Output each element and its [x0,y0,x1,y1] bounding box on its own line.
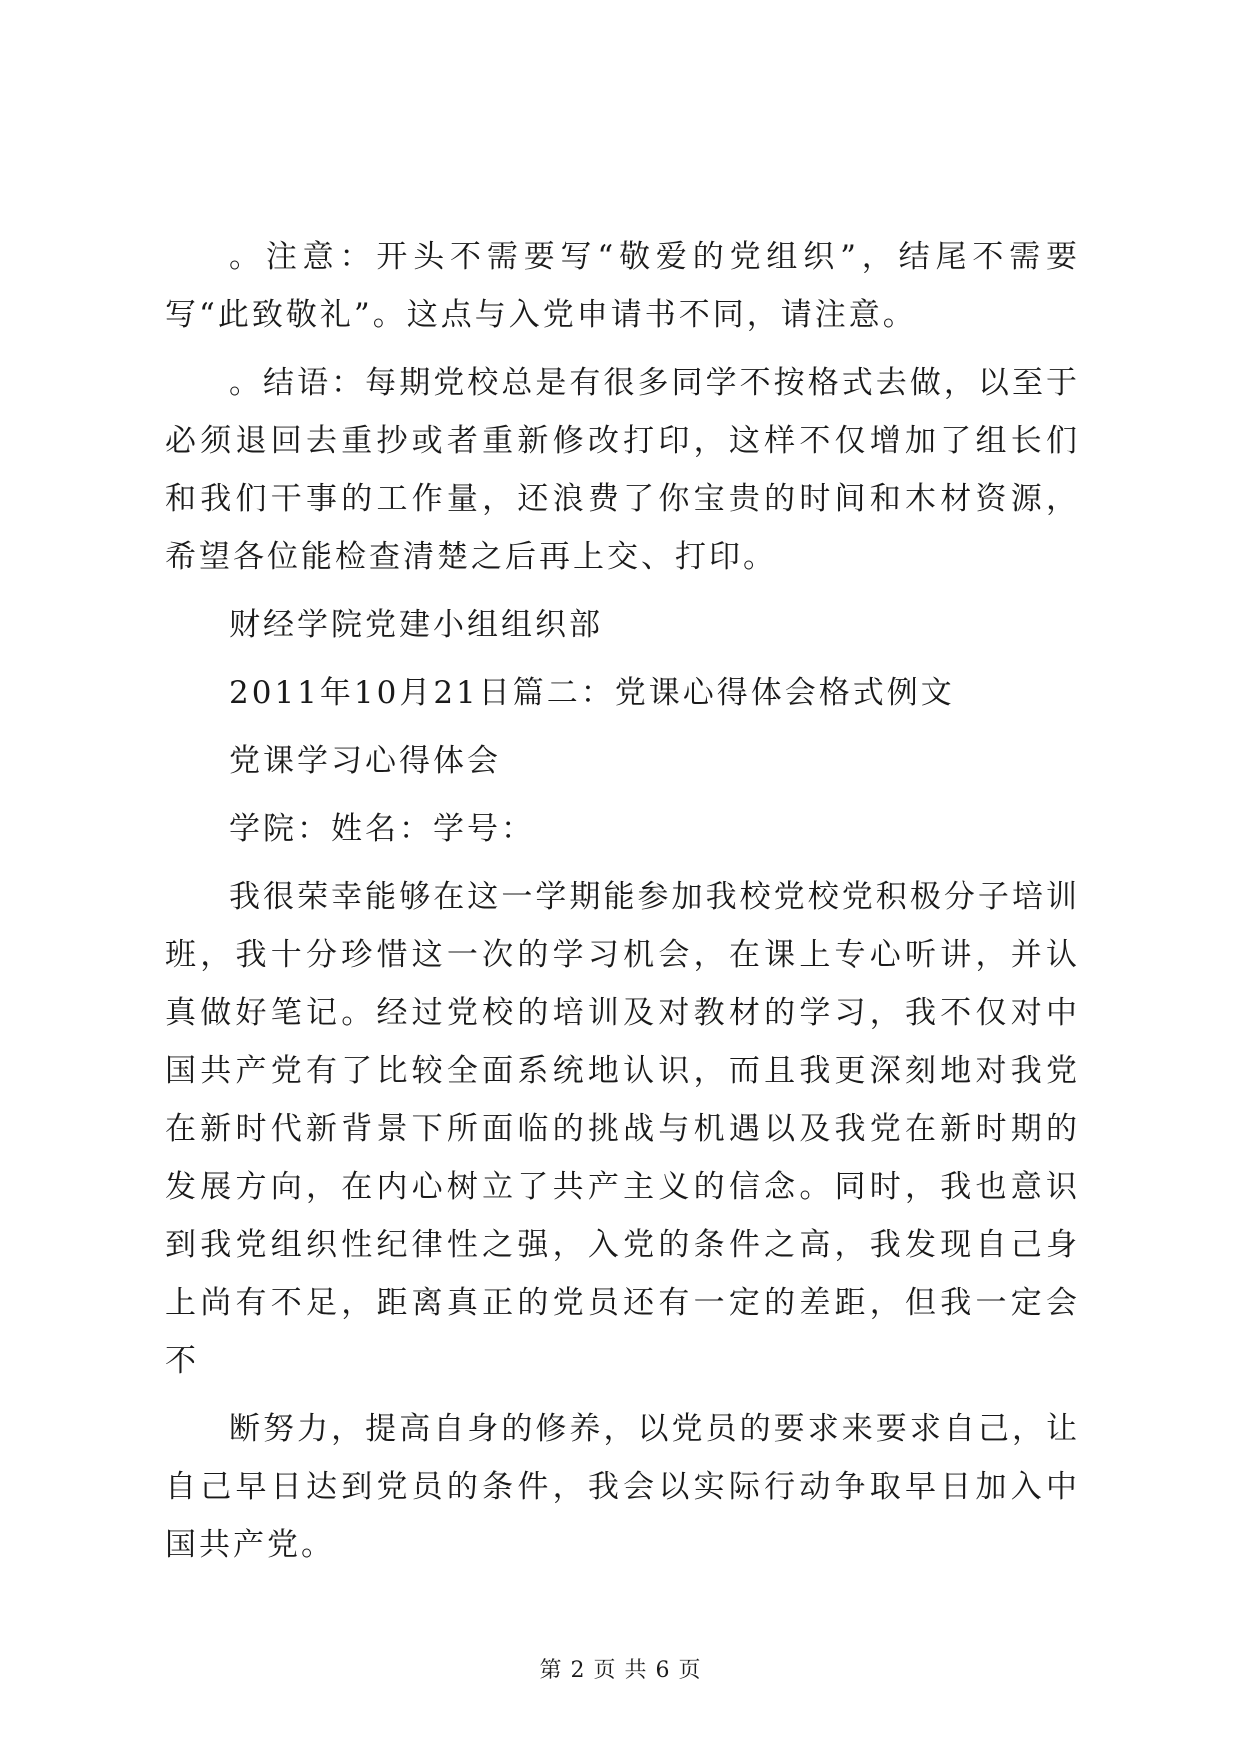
paragraph-body-continued: 断努力，提高自身的修养，以党员的要求来要求自己，让自己早日达到党员的条件，我会以实际行动争取早日加入中国共产党。 [165,1411,1080,1563]
paragraph-department: 财经学院党建小组组织部 [229,607,603,643]
page-number-footer: 第 2 页 共 6 页 [539,1658,702,1683]
paragraph-title: 党课学习心得体会 [229,743,501,779]
paragraph-student-info: 学院：姓名：学号： [229,811,535,847]
paragraph-date-heading: 2011年10月21日篇二：党课心得体会格式例文 [229,675,955,711]
paragraph-body-main: 我很荣幸能够在这一学期能参加我校党校党积极分子培训班，我十分珍惜这一次的学习机会，在课上专心听讲，并认真做好笔记。经过党校的培训及对教材的学习，我不仅对中国共产党有了比较全面系统地认识，而且我更深刻地对我党在新时代新背景下所面临的挑战与机遇以及我党在新时期的发展方向，在内心树立了共产主义的信念。同时，我也意识到我党组织性纪律性之强，入党的条件之高，我发现自己身上尚有不足，距离真正的党员还有一定的差距，但我一定会不 [165,879,1080,1379]
paragraph-conclusion: 。结语：每期党校总是有很多同学不按格式去做，以至于必须退回去重抄或者重新修改打印，这样不仅增加了组长们和我们干事的工作量，还浪费了你宝贵的时间和木材资源，希望各位能检查清楚之后再上交、打印。 [165,365,1080,575]
paragraph-note: 。注意：开头不需要写“敬爱的党组织”，结尾不需要写“此致敬礼”。这点与入党申请书不同，请注意。 [165,239,1080,333]
document-body [165,228,1080,1584]
